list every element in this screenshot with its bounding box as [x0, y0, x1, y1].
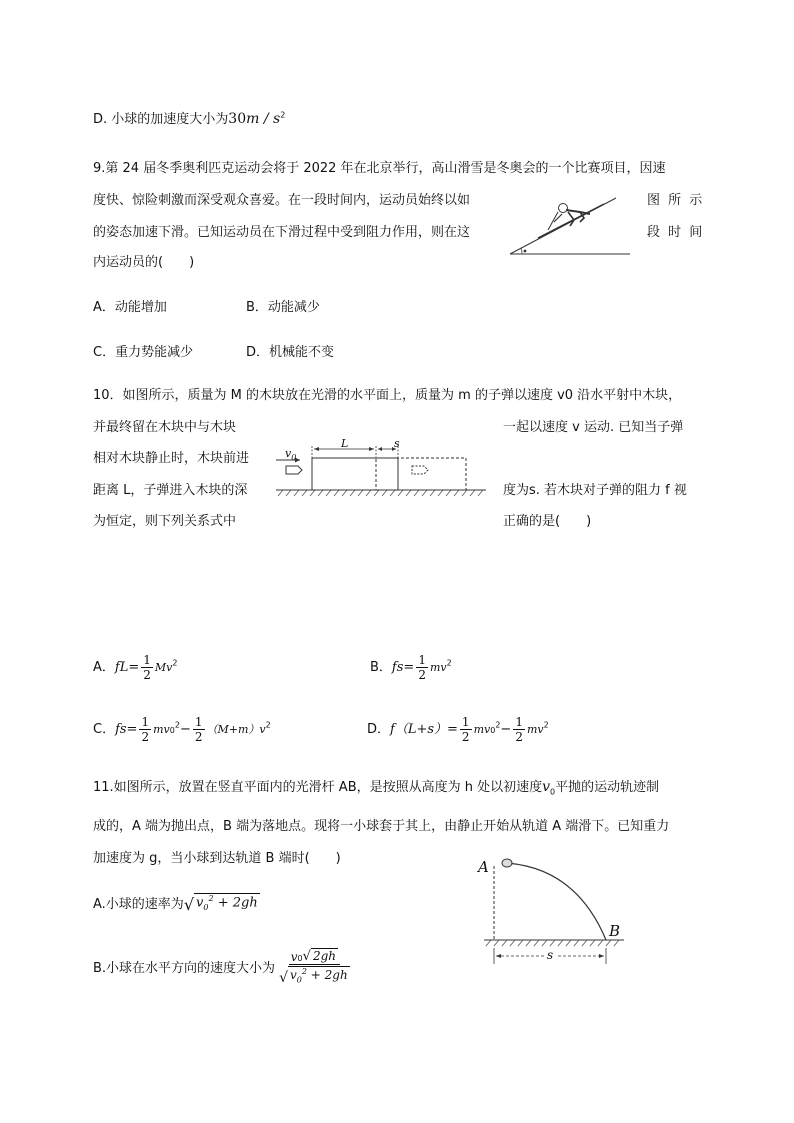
q11-option-b: B.小球在水平方向的速度大小为 v 0 √ 2gh √ $v_0^2 + 2gh$ — [93, 948, 354, 985]
q10-line3-left: 相对木块静止时，木块前进 — [93, 451, 250, 466]
fig10-L-label: L — [341, 437, 349, 450]
skier-figure — [508, 190, 634, 260]
q11-line2: 成的，A 端为抛出点，B 端为落地点。现将一小球套于其上，由静止开始从轨道 A 端滑下。已知重力 — [93, 819, 670, 834]
q9-option-b: B．动能减少 — [246, 300, 320, 315]
q9-line2-right: 图 所 示 — [647, 193, 705, 208]
fig11-s-label: s — [547, 948, 554, 962]
q10-line4-left: 距离 L，子弹进入木块的深 — [93, 483, 248, 498]
q10-line4-right: 度为s. 若木块对子弹的阻力 f 视 — [503, 483, 687, 498]
q8-option-d: D. 小球的加速度大小为$30m / s^2$ — [93, 110, 286, 127]
q9-option-c: C．重力势能减少 — [93, 345, 194, 360]
q9-line1: 9.第 24 届冬季奥利匹克运动会将于 2022 年在北京举行，高山滑雪是冬奥会的一个比赛项目，因速 — [93, 161, 666, 176]
q10-line1: 10．如图所示，质量为 M 的木块放在光滑的水平面上，质量为 m 的子弹以速度 v0 沿水平射中木块， — [93, 388, 682, 403]
q9-line4: 内运动员的( ) — [93, 255, 195, 270]
velocity-fraction: v 0 √ 2gh √ $v_0^2 + 2gh$ — [279, 949, 348, 987]
q9-option-a: A．动能增加 — [93, 300, 167, 315]
q9-line3-right: 段 时 间 — [647, 225, 705, 240]
q9-line3-left: 的姿态加速下滑。已知运动员在下滑过程中受到阻力作用，则在这 — [93, 225, 471, 240]
bullet-block-figure — [272, 434, 490, 502]
fig11-B-label: B — [609, 922, 621, 940]
q10-option-d: D．f（L+s）= $\frac{1}{2}$ $mv0^2-$ $\frac{1}{2}$ $mv^2$ — [367, 715, 549, 744]
fig11-A-label: A — [478, 858, 489, 876]
q11-line3: 加速度为 g，当小球到达轨道 B 端时( ) — [93, 851, 341, 866]
q11-line1: 11.如图所示，放置在竖直平面内的光滑杆 AB，是按照从高度为 h 处以初速度$v_0$平抛的运动轨迹制 — [93, 779, 660, 797]
q10-line2-right: 一起以速度 v 运动. 已知当子弹 — [503, 420, 684, 435]
fig10-s-label: s — [394, 437, 400, 450]
q10-line5-left: 为恒定，则下列关系式中 — [93, 514, 237, 529]
fig10-v0-label: $v_0$ — [285, 447, 297, 463]
q10-option-c: C．fs= $\frac{1}{2}$ $mv0^2-$ $\frac{1}{2}$ $(M+m)v^2$ — [93, 715, 271, 744]
q10-option-a: A．fL= $\frac{1}{2}$ Mv$^2$ — [93, 653, 178, 682]
sqrt-expression: √ $v_0^2 + 2gh$ — [183, 894, 258, 914]
q10-line5-right: 正确的是( ) — [503, 514, 592, 529]
q10-line2-left: 并最终留在木块中与木块 — [93, 420, 237, 435]
projectile-track-figure — [480, 852, 630, 968]
q10-option-b: B．fs= $\frac{1}{2}$ $mv^2$ — [370, 653, 452, 682]
q11-option-a: A.小球的速率为 √ $v_0^2 + 2gh$ — [93, 894, 258, 914]
q9-option-d: D．机械能不变 — [246, 345, 335, 360]
q9-line2-left: 度快、惊险刺激而深受观众喜爱。在一段时间内，运动员始终以如 — [93, 193, 471, 208]
